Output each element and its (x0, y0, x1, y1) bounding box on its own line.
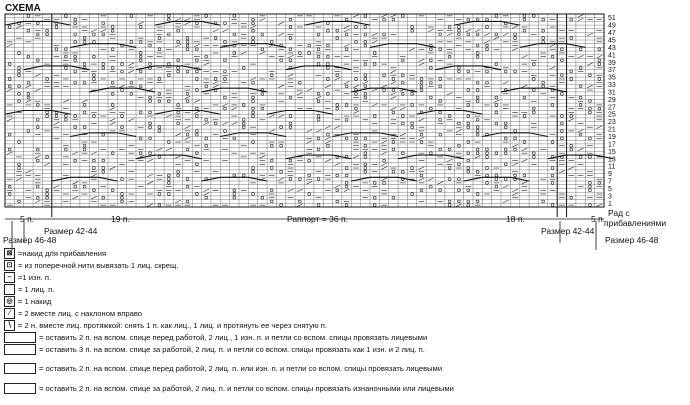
legend-item (4, 272, 51, 283)
legend-item (4, 344, 425, 355)
row-number: 45 (608, 37, 616, 45)
row-number: 33 (608, 82, 616, 90)
legend-item (4, 248, 106, 259)
row-number: 41 (608, 52, 616, 60)
chart-title: СХЕМА (5, 3, 41, 14)
row-number: 39 (608, 59, 616, 67)
legend-symbol-icon: ∖ (4, 320, 15, 331)
size-label-46-48-right: Размер 46-48 (605, 235, 659, 245)
legend-text: = оставить 3 п. на вспом. спице за работой, 2 лиц. п. и петли со вспом. спицы провязать как 1 изн. и 2 лиц. п. (39, 345, 425, 354)
size-label-46-48-left: Размер 46-48 (3, 235, 57, 245)
row-number: 17 (608, 141, 616, 149)
size-label-42-44-right: Размер 42-44 (541, 226, 595, 236)
row-number: 37 (608, 67, 616, 75)
row-number: 3 (608, 193, 612, 201)
row-number: 51 (608, 15, 616, 23)
legend-text: = 2 н. вместе лиц. протяжкой: снять 1 п. как лиц., 1 лиц. и протянуть ее через снятую п. (18, 321, 327, 330)
legend-item (4, 332, 427, 343)
row-number: 15 (608, 148, 616, 156)
legend-symbol-icon (4, 284, 15, 295)
row-number: 7 (608, 178, 612, 186)
segment-18: 18 п. (506, 214, 525, 224)
legend-symbol-icon (4, 363, 36, 374)
legend-text: = оставить 2 п. на вспом. спице перед работой, 2 лиц., 1 изн. п. и петли со вспом. спицы провязать лицевыми (39, 333, 428, 342)
row-number: 19 (608, 133, 616, 141)
legend-item (4, 363, 442, 374)
legend-text: =1 изн. п. (18, 273, 52, 282)
segment-19: 19 п. (111, 214, 130, 224)
legend-text: = оставить 2 п. на вспом. спице за работой, 2 лиц. п. и петли со вспом. спицы провязать изнаночными или лицевыми (39, 384, 454, 393)
row-number: 13 (608, 156, 616, 164)
legend-symbol-icon: ◎ (4, 296, 15, 307)
row-number: 5 (608, 185, 612, 193)
legend-symbol-icon (4, 344, 36, 355)
legend-text: = из поперечной нити вывязать 1 лиц. скрещ. (18, 261, 179, 270)
legend-text: = 2 вместе лиц. с наклоном вправо (18, 309, 143, 318)
row-number: 35 (608, 74, 616, 82)
legend-text: = оставить 2 п. на вспом. спице перед работой, 2 лиц. п. или изн. п. и петли со вспом. спицы провязать лицевыми (39, 364, 443, 373)
legend-item (4, 260, 178, 271)
legend-symbol-icon: ⊠ (4, 248, 15, 259)
legend-item (4, 284, 54, 295)
increase-row-label-1: Рад с (608, 208, 630, 218)
row-number: 47 (608, 30, 616, 38)
legend-symbol-icon: – (4, 272, 15, 283)
chart-grid (5, 14, 616, 207)
legend-symbol-icon (4, 383, 36, 394)
size-label-42-44-left: Размер 42-44 (44, 226, 98, 236)
legend-symbol-icon (4, 332, 36, 343)
segment-repeat: Раппорт = 36 п. (287, 214, 348, 224)
segment-5-left: 5 п. (20, 214, 35, 224)
row-number: 29 (608, 96, 616, 104)
legend-item (4, 308, 142, 319)
row-number: 25 (608, 111, 616, 119)
legend-symbol-icon: ⁄ (4, 308, 15, 319)
legend-text: = 1 лиц. п. (18, 285, 55, 294)
increase-row-label-2: прибавлениями (604, 218, 667, 228)
segment-5-right: 5 п. (591, 214, 606, 224)
row-number: 49 (608, 22, 616, 30)
row-number: 43 (608, 44, 616, 52)
row-number: 23 (608, 119, 616, 127)
legend-symbol-icon: ⊡ (4, 260, 15, 271)
row-number: 9 (608, 171, 612, 179)
legend-text: = 1 накид (18, 297, 52, 306)
row-number: 1 (608, 200, 612, 208)
row-number: 11 (608, 163, 616, 171)
legend-item (4, 296, 51, 307)
legend-item (4, 383, 454, 394)
row-number: 21 (608, 126, 616, 134)
legend-item (4, 320, 327, 331)
row-number: 27 (608, 104, 616, 112)
row-number: 31 (608, 89, 616, 97)
legend-text: =накид для прибавления (18, 249, 107, 258)
